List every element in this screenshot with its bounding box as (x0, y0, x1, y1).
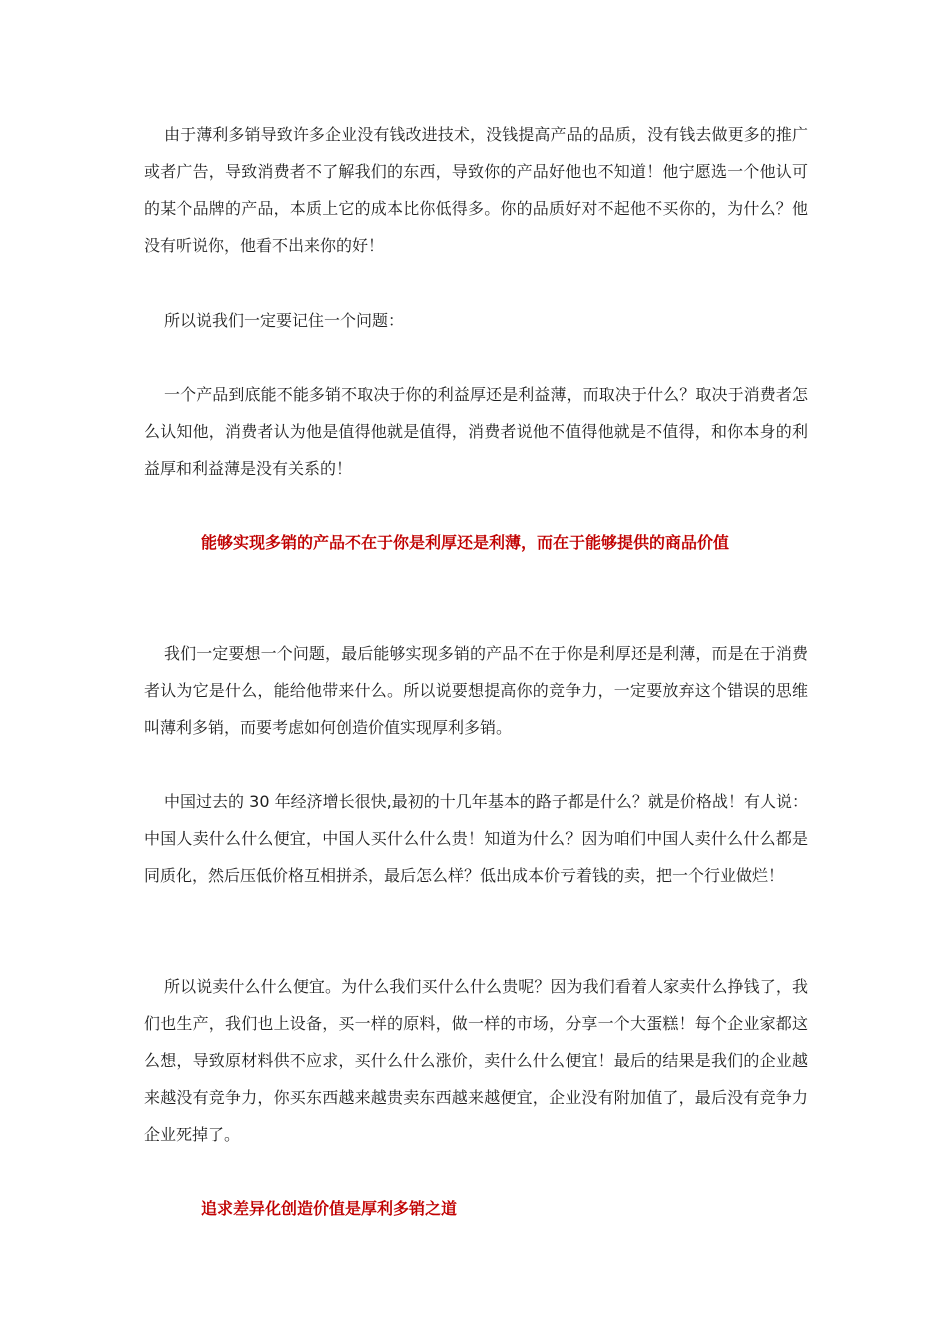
section-heading-value: 能够实现多销的产品不在于你是利厚还是利薄，而在于能够提供的商品价值 (201, 533, 730, 552)
paragraph-remember-question: 所以说我们一定要记住一个问题： (164, 311, 405, 330)
paragraph-homogenization: 所以说卖什么什么便宜。为什么我们买什么什么贵呢？因为我们看着人家卖什么挣钱了，我们也生产，我们也上设备，买一样的原料，做一样的市场，分享一个大蛋糕！每个企业家都这么想，导致原材料供不应求，买什么什么涨价，卖什么什么便宜！最后的结果是我们的企业越来越没有竞争力，你买东西越来越贵卖东西越来越便宜，企业没有附加值了，最后没有竞争力企业死掉了。 (144, 977, 808, 1144)
paragraph-consumer-perception: 一个产品到底能不能多销不取决于你的利益厚还是利益薄，而取决于什么？取决于消费者怎么认知他，消费者认为他是值得他就是值得，消费者说他不值得他就是不值得，和你本身的利益厚和利益薄是没有关系的！ (144, 385, 808, 478)
paragraph-price-war: 中国过去的 30 年经济增长很快,最初的十几年基本的路子都是什么？就是价格战！有人说：中国人卖什么什么便宜，中国人买什么什么贵！知道为什么？因为咱们中国人卖什么什么都是同质化，然后压低价格互相拼杀，最后怎么样？低出成本价亏着钱的卖，把一个行业做烂！ (144, 792, 808, 885)
paragraph-create-value: 我们一定要想一个问题，最后能够实现多销的产品不在于你是利厚还是利薄，而是在于消费者认为它是什么，能给他带来什么。所以说要想提高你的竞争力，一定要放弃这个错误的思维叫薄利多销，而要考虑如何创造价值实现厚利多销。 (144, 644, 808, 737)
paragraph-thin-margin-consequences: 由于薄利多销导致许多企业没有钱改进技术，没钱提高产品的品质，没有钱去做更多的推广或者广告，导致消费者不了解我们的东西，导致你的产品好他也不知道！他宁愿选一个他认可的某个品牌的产品，本质上它的成本比你低得多。你的品质好对不起他不买你的，为什么？他没有听说你，他看不出来你的好！ (144, 125, 808, 255)
section-heading-differentiation: 追求差异化创造价值是厚利多销之道 (201, 1199, 458, 1218)
